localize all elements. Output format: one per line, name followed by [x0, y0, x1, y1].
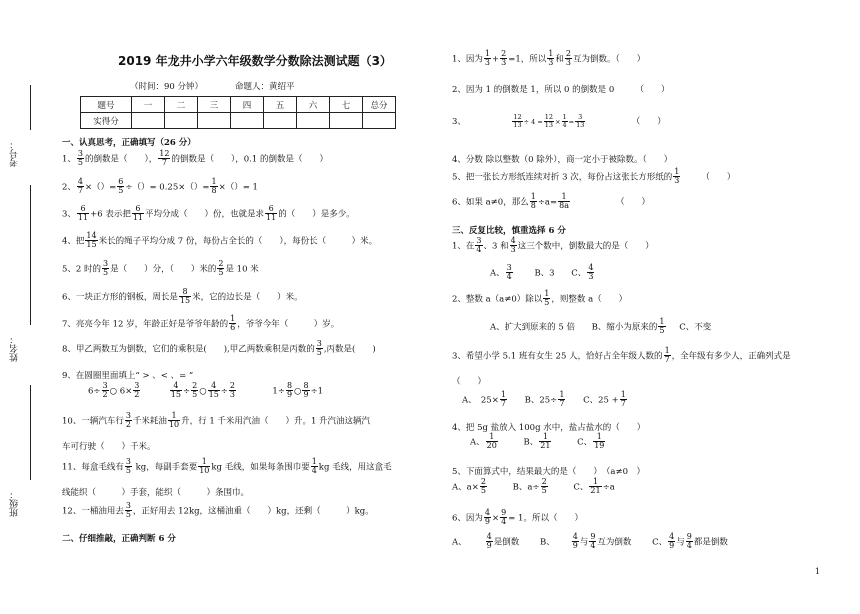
question-11: 11、每盒毛线有 $\frac{3}{5}$ kg，每副手套要 $\frac{1}{10}$ kg 毛线，如果每条围巾要 $\frac{1}{4}$ kg 毛线，用这盒毛 [62, 457, 392, 476]
option-a[interactable]: A、 [452, 537, 467, 548]
option-b[interactable]: B、缩小为原来的 [591, 322, 658, 333]
table-row [81, 97, 396, 113]
fraction: $\frac{3}{5}$ [77, 149, 84, 168]
binding-line [30, 185, 31, 325]
choice-2: 2、整数 a（a≠0）除以 $\frac{1}{5}$ ，则整数 a（ ） [452, 289, 628, 308]
score-cell[interactable] [297, 113, 330, 129]
judge-3: 3、 $\frac{12}{13}$ ÷ 4 = $\frac{12}{13}$ × $\frac{1}{4}$ = $\frac{3}{13}$ （ ） [452, 113, 666, 129]
choice-3-blank: （ ） [452, 377, 487, 387]
judge-1: 1、因为 $\frac{1}{3}$ + $\frac{2}{3}$ =1，所以 $\frac{1}{3}$ 和 $\frac{2}{3}$ 互为倒数。（ ） [452, 49, 646, 68]
table-cell: 实得分 [81, 113, 132, 129]
question-3: 3、 $\frac{6}{11}$ +6 表示把 $\frac{6}{11}$ 平均分成（ ）份，也就是求 $\frac{6}{11}$ 的（ ）是多少。 [62, 204, 355, 223]
question-4: 4、把 $\frac{14}{15}$ 米长的绳子平均分成 7 份，每份占全长的（ ），每份长（ ）米。 [62, 231, 378, 250]
option-c[interactable]: C、 [571, 268, 587, 279]
table-cell: 二 [165, 97, 198, 113]
judge-6: 6、如果 a≠0，那么 $\frac{1}{8}$ ÷a= $\frac{1}{8a}$ （ ） [452, 192, 650, 211]
question-8: 8、甲乙两数互为倒数，它们的乘积是( ),甲乙两数乘积是丙数的 $\frac{3}{5}$ ,丙数是( ) [62, 339, 376, 358]
page-number: 1 [814, 567, 820, 576]
option-a[interactable]: A、扩大到原来的 5 倍 [490, 322, 575, 333]
judge-4: 4、分数 除以整数（0 除外），商一定小于被除数。（ ） [452, 155, 673, 165]
table-cell: 四 [231, 97, 264, 113]
option-c[interactable]: C、不变 [679, 322, 712, 333]
question-7: 7、亮亮今年 12 岁，年龄正好是爷爷年龄的 $\frac{1}{6}$ ，爷爷今年（ ）岁。 [62, 314, 340, 333]
choice-1: 1、在 $\frac{3}{4}$ 、3 和 $\frac{4}{3}$ 这三个数中，倒数最大的是（ ） [452, 236, 654, 255]
fraction: $\frac{12}{7}$ [159, 149, 170, 168]
option-c[interactable]: C、25 + [583, 395, 619, 406]
question-10-line2: 车可行驶（ ）千米。 [62, 442, 156, 452]
page-title: 2019 年龙井小学六年级数学分数除法测试题（3） [118, 54, 392, 68]
section-2-heading: 二、仔细推敲，正确判断 6 分 [62, 534, 176, 544]
section-3-heading: 三、反复比较，慎重选择 6 分 [452, 226, 566, 236]
question-1: 1、 $\frac{3}{5}$ 的倒数是（ ）， $\frac{12}{7}$ 的倒数是（ ），0.1 的倒数是（ ） [62, 149, 328, 168]
choice-4-options: A、 $\frac{1}{20}$ B、 $\frac{1}{21}$ C、 $\frac{1}{19}$ [470, 432, 605, 451]
exam-no-label: 考号： [10, 140, 20, 167]
score-cell[interactable] [165, 113, 198, 129]
table-cell: 一 [132, 97, 165, 113]
choice-3-options: A、 25× $\frac{1}{7}$ B、25÷ $\frac{1}{7}$ C、25 + $\frac{1}{7}$ [462, 390, 626, 409]
option-b[interactable]: B、 [539, 537, 555, 548]
choice-6: 6、因为 $\frac{4}{9}$ × $\frac{9}{4}$ = 1。所以（ ） [452, 508, 583, 527]
score-cell[interactable] [132, 113, 165, 129]
option-b[interactable]: B、a÷ [512, 482, 540, 493]
table-cell: 七 [330, 97, 363, 113]
choice-5: 5、下面算式中，结果最大的是（ ） （a≠0 ） [452, 467, 646, 477]
score-cell[interactable] [198, 113, 231, 129]
option-c[interactable]: C、 [577, 437, 593, 448]
choice-2-options: A、扩大到原来的 5 倍 B、缩小为原来的 $\frac{1}{5}$ C、不变 [490, 317, 712, 336]
table-row [81, 113, 396, 129]
option-c[interactable]: C、 [573, 482, 589, 493]
question-12: 12、一桶油用去 $\frac{3}{5}$ ，正好用去 12kg，这桶油重（ ）kg，还剩（ ）kg。 [62, 501, 374, 520]
exam-author: 命题人：黄绍平 [235, 82, 295, 92]
table-cell: 六 [297, 97, 330, 113]
option-c[interactable]: C、 [652, 537, 668, 548]
score-cell[interactable] [330, 113, 363, 129]
question-2: 2、 $\frac{4}{7}$ ×（）= $\frac{6}{5}$ ÷（）= 0.25×（）= $\frac{1}{8}$ ×（）= 1 [62, 177, 258, 196]
score-cell[interactable] [231, 113, 264, 129]
question-10: 10、一辆汽车行 $\frac{3}{2}$ 千米耗油 $\frac{1}{10}$ 升，行 1 千米用汽油（ ）升。1 升汽油这辆汽 [62, 411, 371, 430]
question-9: 9、在圆圈里面填上“ > 、< 、= ” [62, 371, 194, 381]
score-cell[interactable] [264, 113, 297, 129]
option-a[interactable]: A、 25× [462, 395, 499, 406]
choice-1-options: A、 $\frac{3}{4}$ B、3 C、 $\frac{4}{3}$ [490, 263, 594, 282]
score-table [80, 96, 396, 129]
option-b[interactable]: B、25÷ [524, 395, 558, 406]
student-name-label: 姓名： [10, 335, 20, 362]
judge-2: 2、因为 1 的倒数是 1，所以 0 的倒数是 0 （ ） [452, 85, 670, 95]
option-a[interactable]: A、 [490, 268, 505, 279]
choice-5-options: A、a× $\frac{2}{5}$ B、a÷ $\frac{2}{5}$ C、 $\frac{1}{21}$ ÷a [452, 477, 615, 496]
table-cell: 总分 [363, 97, 396, 113]
question-6: 6、一块正方形的钢板，周长是 $\frac{8}{15}$ 米，它的边长是（ ）米。 [62, 287, 303, 306]
option-b[interactable]: B、 [523, 437, 539, 448]
question-9-items: 6÷ $\frac{3}{2}$ ○ 6× $\frac{3}{2}$ $\frac{4}{15}$ ÷ $\frac{2}{5}$ ○ $\frac{4}{15}$ ÷ $\frac{2}{3}$ 1÷ $\frac{8}{9}$ ○ $\frac{8}{9}$ ÷1 [88, 381, 324, 400]
choice-6-options: A、 $\frac{4}{9}$ 是倒数 B、 $\frac{4}{9}$ 与 $\frac{9}{4}$ 互为倒数 C、 $\frac{4}{9}$ 与 $\frac{9}{4}$ 都是倒数 [452, 532, 728, 551]
table-cell: 题号 [81, 97, 132, 113]
option-a[interactable]: A、a× [452, 482, 479, 493]
question-5: 5、2 时的 $\frac{3}{5}$ 是（ ）分，（ ）米的 $\frac{2}{5}$ 是 10 米 [62, 259, 259, 278]
option-a[interactable]: A、 [470, 437, 485, 448]
section-1-heading: 一、认真思考，正确填写（26 分） [62, 138, 196, 148]
choice-4: 4、把 5g 盐放入 100g 水中，盐占盐水的（ ） [452, 423, 646, 433]
choice-3: 3、希望小学 5.1 班有女生 25 人，恰好占全年级人数的 $\frac{1}{7}$ ，全年级有多少人，正确列式是 [452, 346, 791, 365]
exam-time: （时间：90 分钟） [130, 82, 204, 92]
binding-line [30, 385, 31, 480]
option-b[interactable]: B、3 [534, 268, 555, 279]
question-11-line2: 线能织（ ）手套，能织（ ）条围巾。 [62, 488, 250, 498]
judge-5: 5、把一张长方形纸连续对折 3 次，每份占这张长方形纸的 $\frac{1}{3}$ （ ） [452, 167, 736, 186]
table-cell: 五 [264, 97, 297, 113]
table-cell: 三 [198, 97, 231, 113]
binding-line [30, 85, 31, 130]
class-label: 班级： [10, 490, 20, 517]
score-cell[interactable] [363, 113, 396, 129]
